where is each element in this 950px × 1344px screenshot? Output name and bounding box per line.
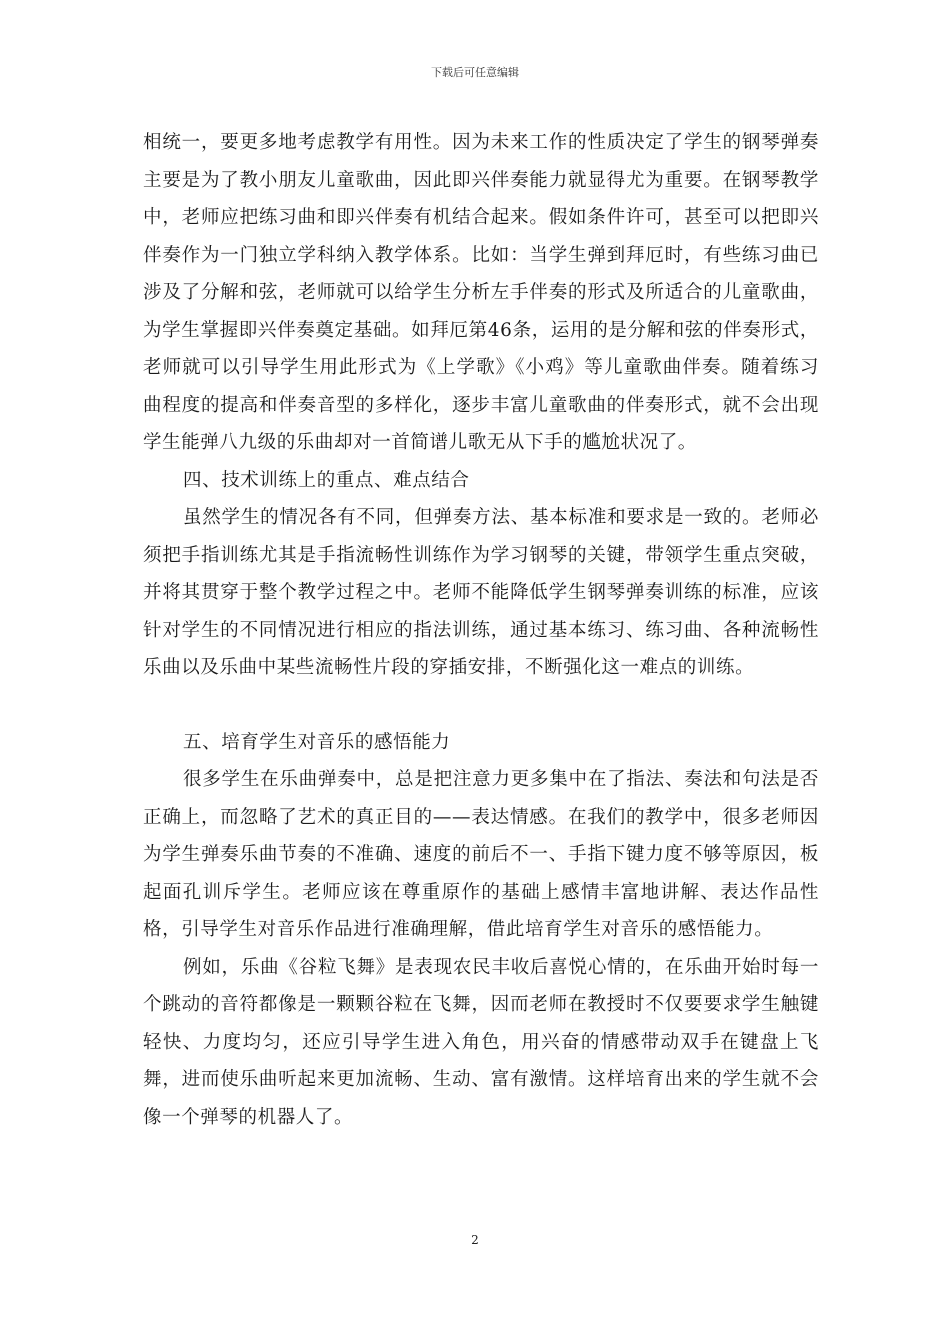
- body-paragraph: 相统一，要更多地考虑教学有用性。因为未来工作的性质决定了学生的钢琴弹奏主要是为了教小朋友儿童歌曲，因此即兴伴奏能力就显得尤为重要。在钢琴教学中，老师应把练习曲和即兴伴奏有机结合起来。假如条件许可，甚至可以把即兴伴奏作为一门独立学科纳入教学体系。比如：当学生弹到拜厄时，有些练习曲已涉及了分解和弦，老师就可以给学生分析左手伴奏的形式及所适合的儿童歌曲，为学生掌握即兴伴奏奠定基础。如拜厄第46条，运用的是分解和弦的伴奏形式，老师就可以引导学生用此形式为《上学歌》《小鸡》等儿童歌曲伴奏。随着练习曲程度的提高和伴奏音型的多样化，逐步丰富儿童歌曲的伴奏形式，就不会出现学生能弹八九级的乐曲却对一首简谱儿歌无从下手的尴尬状况了。: [143, 132, 819, 453]
- body-paragraph: 例如，乐曲《谷粒飞舞》是表现农民丰收后喜悦心情的，在乐曲开始时每一个跳动的音符都像是一颗颗谷粒在飞舞，因而老师在教授时不仅要要求学生触键轻快、力度均匀，还应引导学生进入角色，用兴奋的情感带动双手在键盘上飞舞，进而使乐曲听起来更加流畅、生动、富有激情。这样培育出来的学生就不会像一个弹琴的机器人了。: [143, 956, 819, 1128]
- page-header-note: 下载后可任意编辑: [431, 66, 519, 79]
- page-number: 2: [471, 1233, 479, 1247]
- body-paragraph: 很多学生在乐曲弹奏中，总是把注意力更多集中在了指法、奏法和句法是否正确上，而忽略了艺术的真正目的——表达情感。在我们的教学中，很多老师因为学生弹奏乐曲节奏的不准确、速度的前后不一、手指下键力度不够等原因，板起面孔训斥学生。老师应该在尊重原作的基础上感情丰富地讲解、表达作品性格，引导学生对音乐作品进行准确理解，借此培育学生对音乐的感悟能力。: [143, 769, 819, 940]
- section-heading: 四、技术训练上的重点、难点结合: [183, 469, 470, 491]
- body-paragraph: 虽然学生的情况各有不同，但弹奏方法、基本标准和要求是一致的。老师必须把手指训练尤其是手指流畅性训练作为学习钢琴的关键，带领学生重点突破，并将其贯穿于整个教学过程之中。老师不能降低学生钢琴弹奏训练的标准，应该针对学生的不同情况进行相应的指法训练，通过基本练习、练习曲、各种流畅性乐曲以及乐曲中某些流畅性片段的穿插安排，不断强化这一难点的训练。: [143, 507, 819, 678]
- document-body: [143, 124, 819, 1136]
- section-heading: 五、培育学生对音乐的感悟能力: [183, 731, 451, 753]
